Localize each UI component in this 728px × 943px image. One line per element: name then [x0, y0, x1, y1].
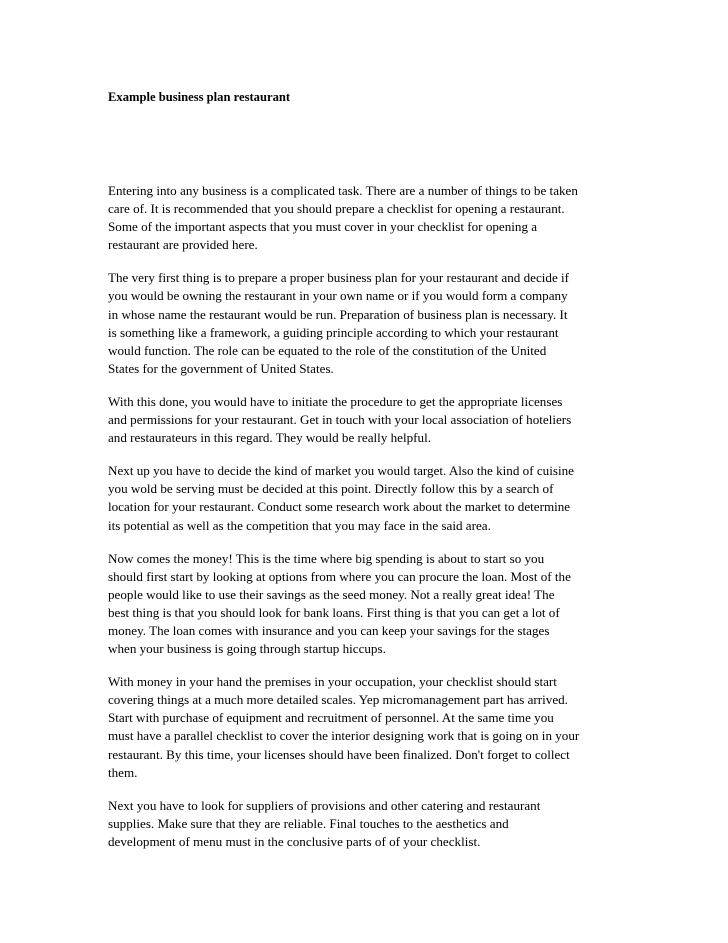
paragraph-premises [108, 673, 638, 782]
text-line: you wold be serving must be decided at this point. Directly follow this by a search of [108, 481, 554, 497]
text-line: you would be owning the restaurant in your own name or if you would form a company [108, 288, 568, 304]
text-line: With this done, you would have to initiate the procedure to get the appropriate licenses [108, 393, 563, 409]
text-line: Entering into any business is a complicated task. There are a number of things to be taken [108, 183, 578, 198]
text-line: best thing is that you should look for bank loans. First thing is that you can get a lot of [108, 604, 560, 620]
paragraph-business-plan [108, 269, 638, 378]
text-line: covering things at a much more detailed scales. Yep micromanagement part has arrived. [108, 692, 568, 708]
text-line: money. The loan comes with insurance and you can keep your savings for the stages [108, 622, 550, 638]
text-line: restaurant are provided here. [108, 237, 258, 253]
paragraph-money [108, 550, 638, 659]
text-line: and restaurateurs in this regard. They would be really helpful. [108, 430, 431, 446]
text-line: With money in your hand the premises in your occupation, your checklist should start [108, 674, 557, 690]
text-line: Now comes the money! This is the time where big spending is about to start so you [108, 550, 545, 566]
text-line: is something like a framework, a guiding principle according to which your restaurant [108, 324, 559, 340]
paragraph-market [108, 462, 638, 534]
text-line: must have a parallel checklist to cover the interior designing work that is going on in your [108, 728, 580, 744]
paragraph-licenses [108, 393, 638, 447]
text-line: them. [108, 764, 138, 780]
paragraph-suppliers [108, 797, 638, 851]
document-title: Example business plan restaurant [108, 90, 291, 104]
text-line: should first start by looking at options from where you can procure the loan. Most of the [108, 568, 571, 584]
text-line: Next up you have to decide the kind of market you would target. Also the kind of cuisine [108, 463, 574, 479]
text-line: in whose name the restaurant would be run. Preparation of business plan is necessary. It [108, 306, 568, 322]
text-line: care of. It is recommended that you should prepare a checklist for opening a restaurant. [108, 201, 565, 217]
text-line: and permissions for your restaurant. Get in touch with your local association of hoteliers [108, 412, 572, 428]
text-line: when your business is going through startup hiccups. [108, 641, 386, 657]
text-line: location for your restaurant. Conduct some research work about the market to determine [108, 499, 571, 515]
text-line: Start with purchase of equipment and recruitment of personnel. At the same time you [108, 710, 554, 726]
document-body [108, 182, 638, 866]
text-line: people would like to use their savings as the seed money. Not a really great idea! The [108, 586, 555, 602]
text-line: States for the government of United States. [108, 360, 334, 376]
text-line: development of menu must in the conclusive parts of of your checklist. [108, 833, 481, 849]
text-line: would function. The role can be equated to the role of the constitution of the United [108, 342, 547, 358]
paragraph-intro [108, 182, 638, 254]
text-line: restaurant. By this time, your licenses should have been finalized. Don't forget to collect [108, 746, 570, 762]
text-line: its potential as well as the competition that you may face in the said area. [108, 517, 491, 533]
text-line: Next you have to look for suppliers of provisions and other catering and restaurant [108, 797, 541, 813]
text-line: The very first thing is to prepare a proper business plan for your restaurant and decide if [108, 270, 570, 286]
text-line: supplies. Make sure that they are reliable. Final touches to the aesthetics and [108, 815, 509, 831]
text-line: Some of the important aspects that you must cover in your checklist for opening a [108, 219, 538, 235]
